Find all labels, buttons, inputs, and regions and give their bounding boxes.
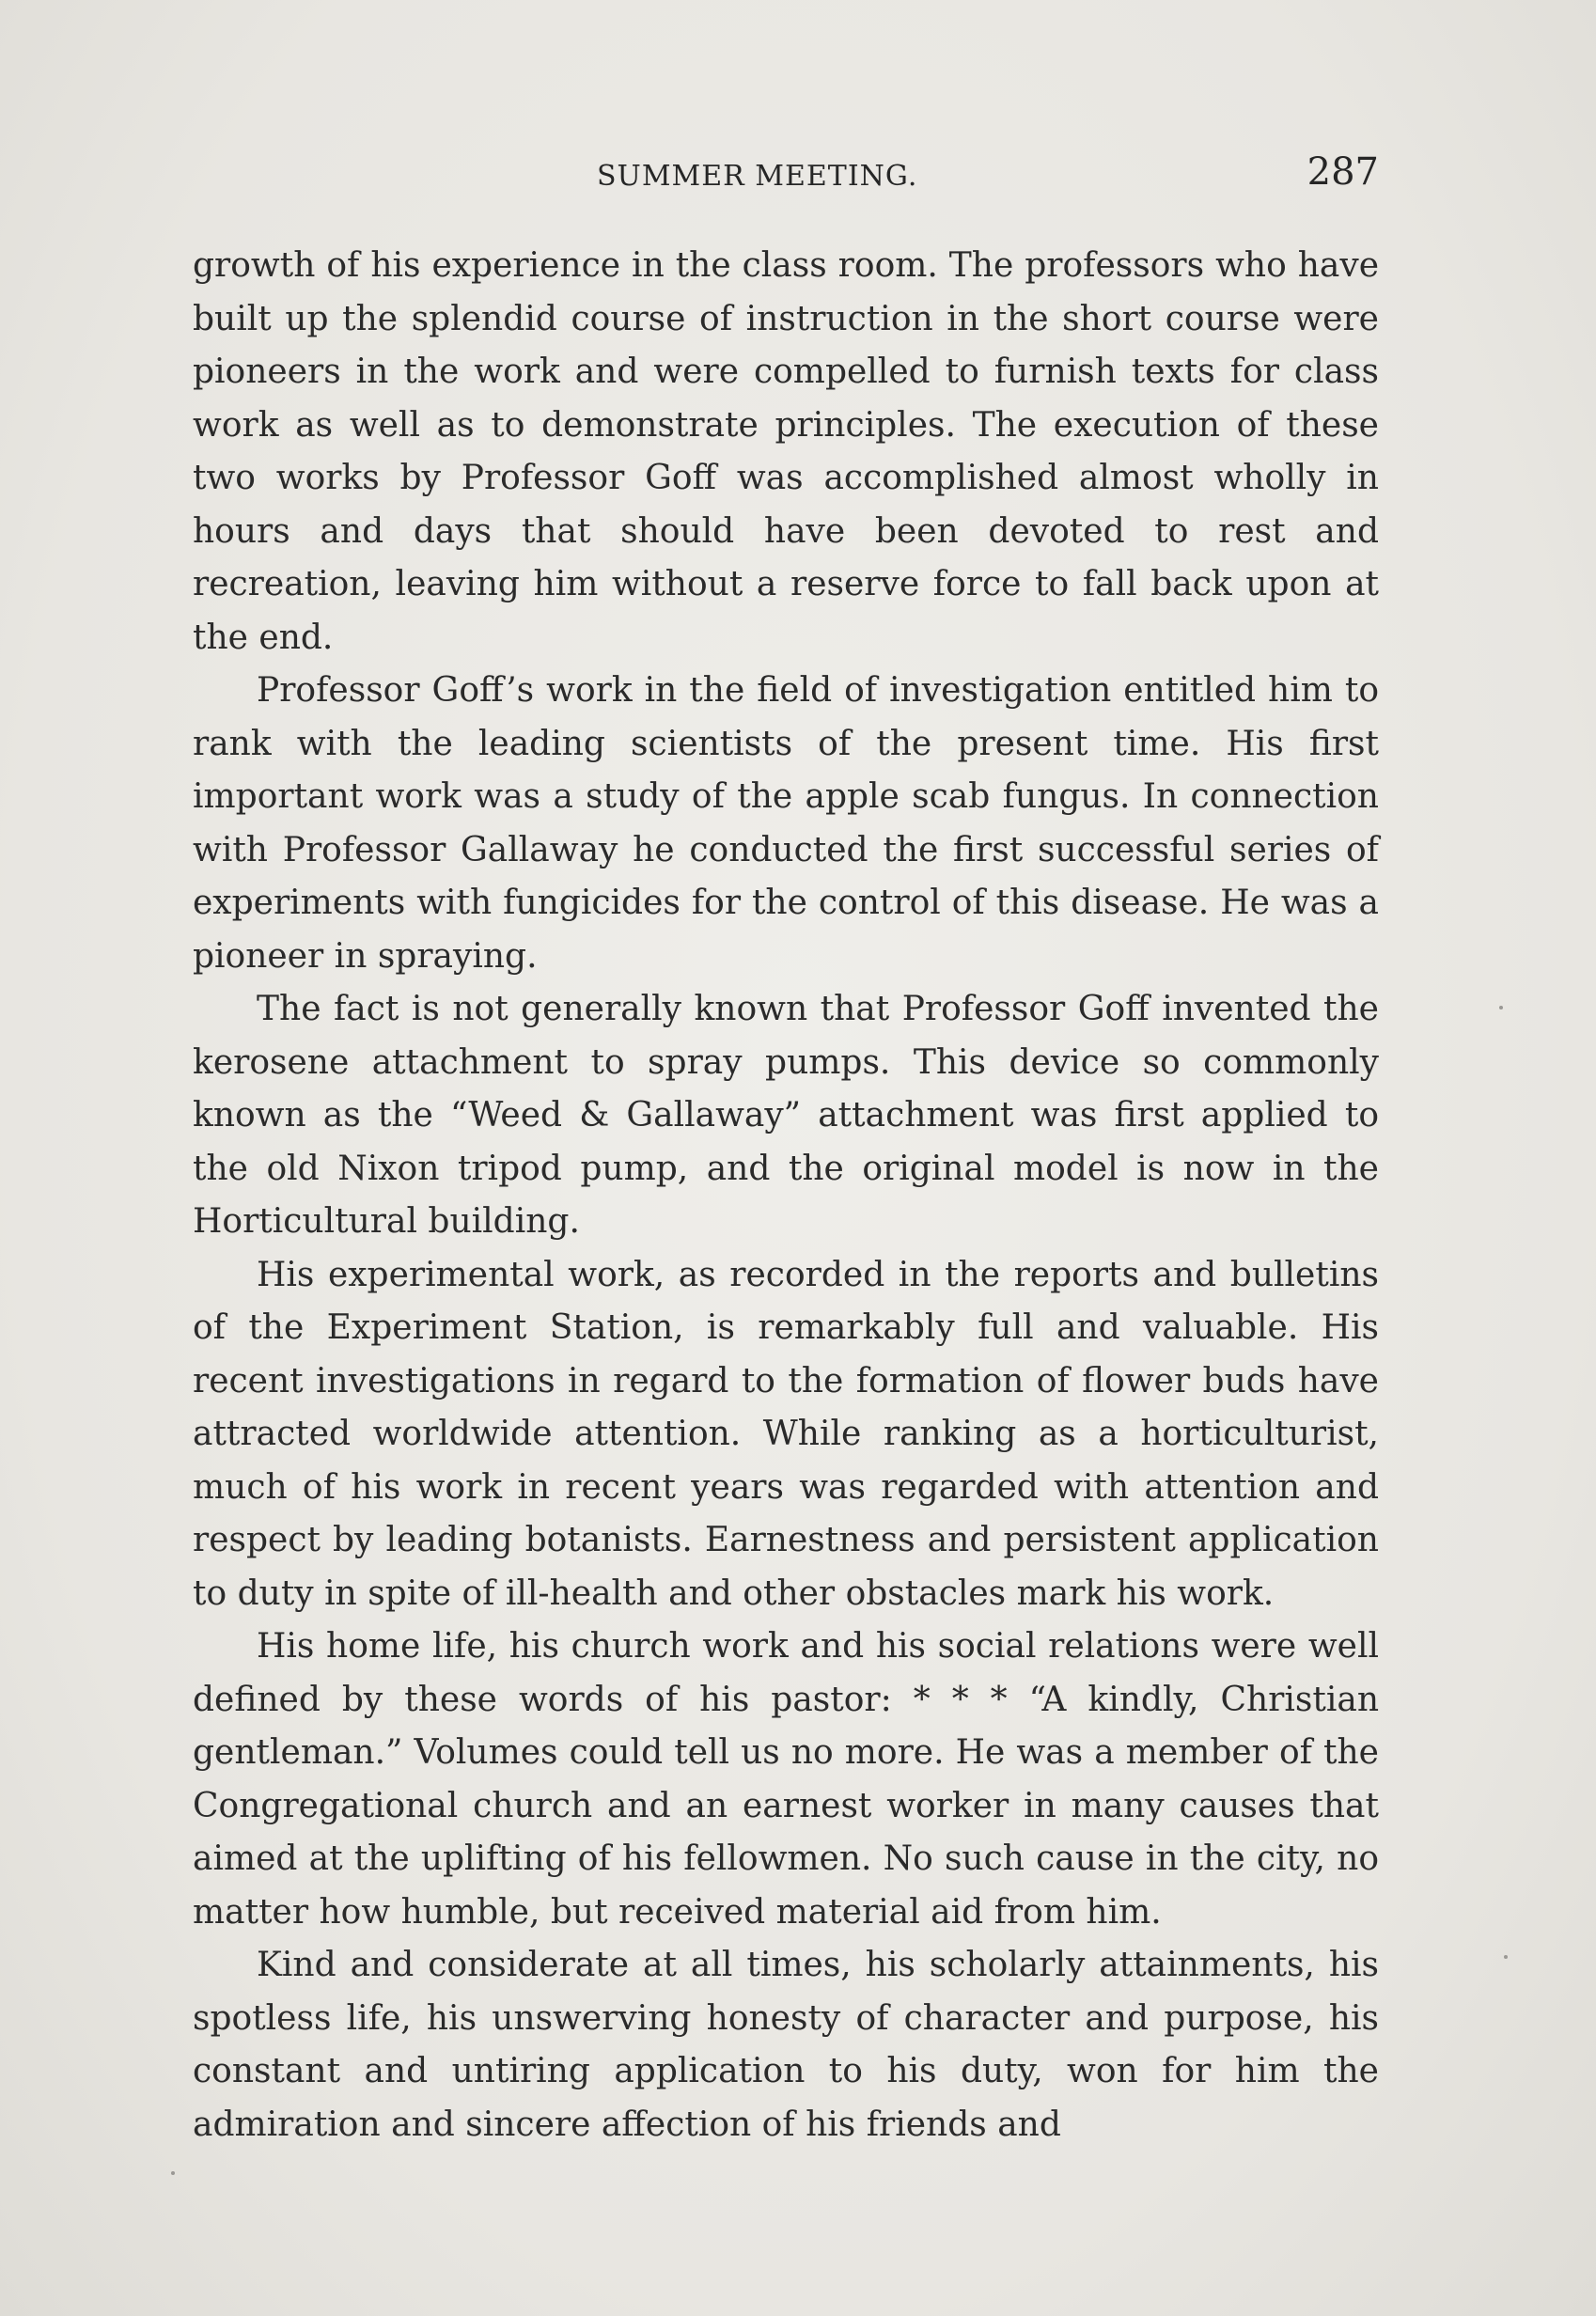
paragraph: His home life, his church work and his social relations were well defined by these words of his pastor: * * * “A kindly, Christian gentleman.” Volumes could tell us no more. He was a member of the Congregational church and an earnest worker in many causes that aimed at the uplifting of his fellowmen. No such cause in the city, no matter how humble, but received material aid from him. [193, 1627, 1379, 1932]
paragraph: His experimental work, as recorded in the reports and bulletins of the Experiment Station, is remarkably full and valuable. His recent investigations in regard to the formation of flower buds have attracted worldwide attention. While ranking as a horticulturist, much of his work in recent years was regarded with attention and respect by leading botanists. Earnestness and persistent application to duty in spite of ill-health and other obstacles mark his work. [193, 1255, 1379, 1613]
page-header [193, 150, 1379, 207]
paper-speck [171, 2171, 175, 2175]
running-head: SUMMER MEETING. [597, 160, 918, 193]
paragraph: Professor Goff’s work in the field of investigation entitled him to rank with the leading scientists of the present time. His first important work was a study of the apple scab fungus. In connection with Professor Gallaway he conducted the first successful series of experiments with fungicides for the control of this disease. He was a pioneer in spraying. [193, 671, 1379, 976]
page-number: 287 [1307, 150, 1379, 194]
body-text [193, 240, 1379, 2152]
paper-speck [1504, 1955, 1508, 1959]
paper-speck [1499, 1006, 1503, 1009]
paragraph: The fact is not generally known that Professor Goff invented the kerosene attachment to spray pumps. This device so commonly known as the “Weed & Gallaway” attachment was first applied to the old Nixon tripod pump, and the original model is now in the Horticultural building. [193, 990, 1379, 1241]
paragraph: Kind and considerate at all times, his scholarly attainments, his spotless life, his unswerving honesty of character and purpose, his constant and untiring application to his duty, won for him the admiration and sincere affection of his friends and [193, 1946, 1379, 2144]
paragraph: growth of his experience in the class room. The professors who have built up the splendid course of instruction in the short course were pioneers in the work and were compelled to furnish texts for class work as well as to demonstrate principles. The execution of these two works by Professor Goff was accomplished almost wholly in hours and days that should have been devoted to rest and recreation, leaving him without a reserve force to fall back upon at the end. [193, 246, 1379, 657]
